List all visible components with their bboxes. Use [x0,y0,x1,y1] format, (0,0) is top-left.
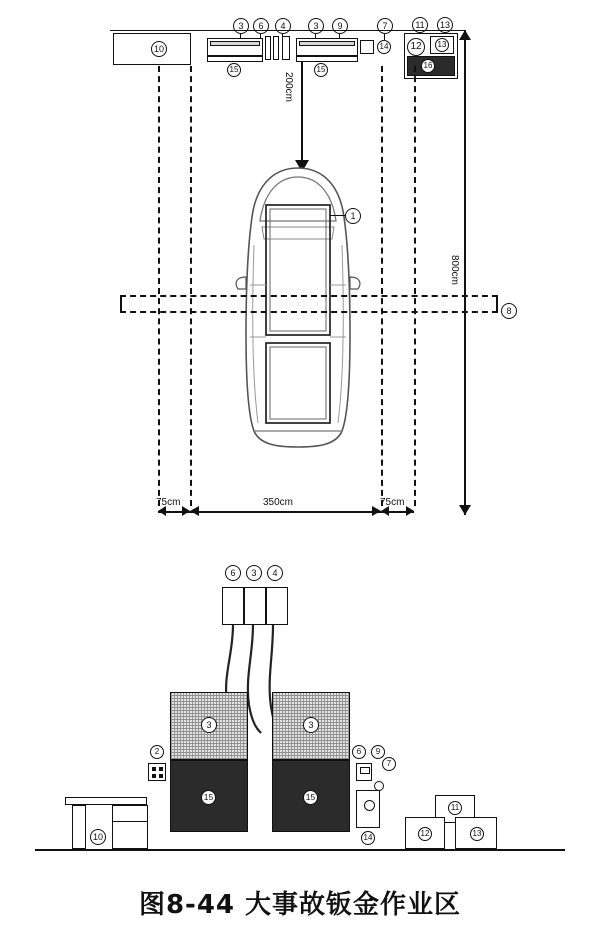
dash-line-left-inner [190,66,192,506]
outlet-dot-2 [159,767,163,771]
callout-12-plan: 12 [407,38,425,56]
elev-callout-9-right: 9 [371,745,385,759]
dash-line-right-outer [414,66,416,506]
lift-line-right-cap [496,295,498,312]
dim-350-label: 350cm [263,497,294,508]
callout-13-plan: 13 [435,38,449,52]
lift-line-left-cap [120,295,122,312]
callout-3-top-2: 3 [308,18,324,34]
callout-7-top: 7 [377,18,393,34]
dim-200-label: 200cm [283,72,294,103]
dim-200-line [301,62,303,167]
callout-10-plan: 10 [151,41,167,57]
dim-75-left-label: 75cm [156,497,181,508]
callout-8-plan: 8 [501,303,517,319]
callout-14-plan: 14 [377,40,391,54]
dim-75-right-label: 75cm [380,497,405,508]
callout-16-plan: 16 [421,59,435,73]
equipment-module-right-base [296,56,358,62]
elev-callout-10: 10 [90,829,106,845]
separator-4b [282,36,290,60]
bench-leg-left [72,805,86,849]
separator-4a [273,36,279,60]
elev-callout-4: 4 [267,565,283,581]
dim-75-right-arrow-r [406,506,414,516]
dim-350-line [190,511,381,513]
outlet-dot-3 [152,774,156,778]
dim-800-arrow-top [459,30,471,40]
elevation-view [0,545,600,875]
reel-housing-3 [266,587,288,625]
device-9-inner [360,767,370,774]
callout-1-car: 1 [345,208,361,224]
elev-callout-12: 12 [418,827,432,841]
elev-callout-7-right: 7 [382,757,396,771]
lift-line-upper [120,295,498,297]
bench-drawer-divider [112,821,148,822]
separator-6 [265,36,271,60]
dim-75-left-arrow-r [182,506,190,516]
wall-outlet-2 [148,763,166,781]
outlet-dot-4 [159,774,163,778]
ground-line [35,849,565,851]
figure-caption: 图8-44 大事故钣金作业区 [138,890,462,920]
callout-9-top: 9 [332,18,348,34]
callout-13-top: 13 [437,17,453,33]
elev-callout-14: 14 [361,831,375,845]
elev-callout-13: 13 [470,827,484,841]
equipment-module-left-base [207,56,263,62]
callout-15-plan-2: 15 [314,63,328,77]
reel-housing-2 [244,587,266,625]
elev-callout-2: 2 [150,745,164,759]
car-top-view [228,165,368,450]
elev-callout-6-right: 6 [352,745,366,759]
elev-callout-3-left: 3 [201,717,217,733]
elev-callout-3-right: 3 [303,717,319,733]
callout-4-top: 4 [275,18,291,34]
outlet-dot-1 [152,767,156,771]
item-14-box [360,40,374,54]
callout-6-top: 6 [253,18,269,34]
dim-800-arrow-bottom [459,505,471,515]
reel-housing-1 [222,587,244,625]
lift-line-lower [120,311,498,313]
top-wall-line [110,30,465,31]
pedestal-14-knob [364,800,375,811]
callout-3-top-1: 3 [233,18,249,34]
dash-line-left-outer [158,66,160,506]
dim-800-label: 800cm [449,255,460,286]
callout-15-plan-1: 15 [227,63,241,77]
bench-drawer-unit [112,805,148,849]
dim-800-line [464,30,466,515]
bench-top-slab [65,797,147,805]
dash-line-right-inner [381,66,383,506]
elev-callout-11: 11 [448,801,462,815]
dim-350-arrow-l [190,506,199,516]
equipment-module-left-inner [210,41,260,46]
callout-11-top: 11 [412,17,428,33]
elev-callout-6: 6 [225,565,241,581]
elev-callout-15-left: 15 [201,790,216,805]
elev-callout-15-right: 15 [303,790,318,805]
elev-callout-3-top: 3 [246,565,262,581]
equipment-module-right-inner [299,41,355,46]
